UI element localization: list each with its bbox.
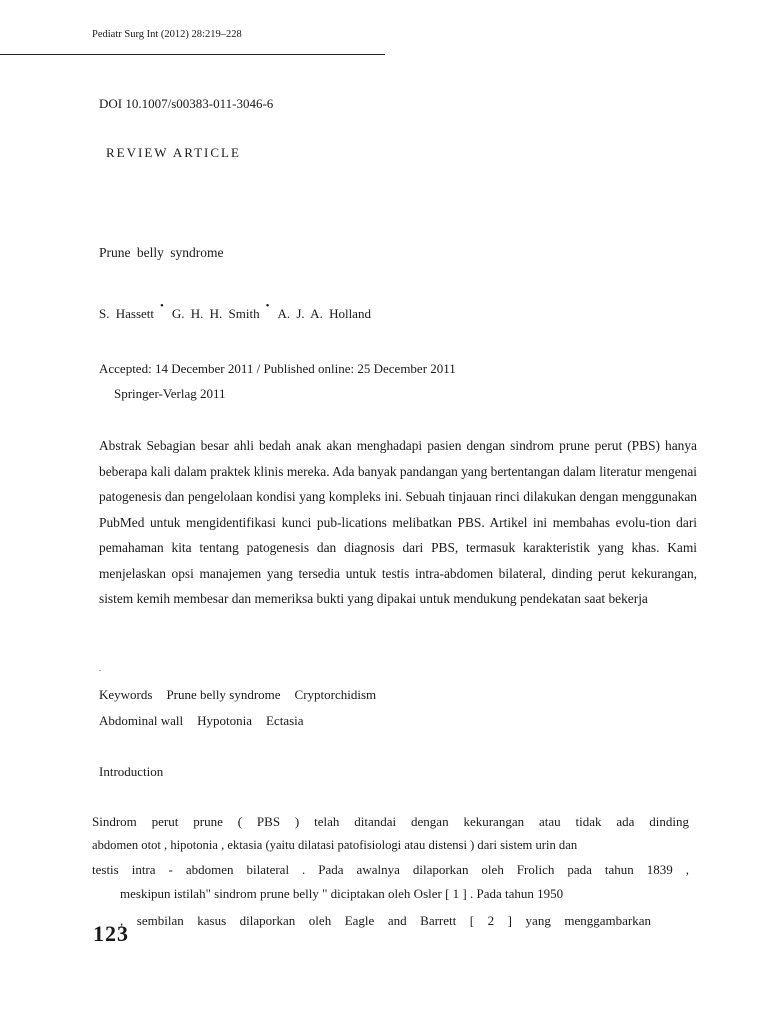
author-name[interactable]: G. H. H. Smith	[171, 306, 260, 321]
intro-text-line: meskipun istilah" sindrom prune belly " diciptakan oleh Osler [ 1 ] . Pada tahun 1950	[120, 886, 564, 901]
page-number: 123	[93, 921, 129, 946]
keywords-label: Keywords	[99, 687, 153, 702]
intro-text-line: Sindrom perut prune ( PBS ) telah ditandai dengan kekurangan atau tidak ada dinding	[92, 814, 689, 829]
publication-dates: Accepted: 14 December 2011 / Published online: 25 December 2011	[99, 361, 456, 376]
stray-mark: .	[99, 664, 101, 673]
article-title: Prune belly syndrome	[99, 245, 224, 260]
header-rule	[0, 54, 385, 55]
author-name[interactable]: A. J. A. Holland	[277, 306, 371, 321]
doi[interactable]: DOI 10.1007/s00383-011-3046-6	[99, 96, 274, 111]
author-separator: •	[265, 300, 270, 312]
intro-text-line: testis intra - abdomen bilateral . Pada awalnya dilaporkan oleh Frolich pada tahun 1839 ,	[92, 862, 689, 877]
keywords-line-2	[99, 713, 304, 729]
keyword[interactable]: Hypotonia	[197, 713, 253, 728]
abstract: Abstrak Sebagian besar ahli bedah anak akan menghadapi pasien dengan sindrom prune perut (PBS) hanya beberapa kali dalam praktek klinis mereka. Ada banyak pandangan yang bertentangan dalam literatur mengenai patogenesis dan pengelolaan kondisi yang kompleks ini. Sebuah tinjauan rinci dilakukan dengan menggunakan PubMed untuk mengidentifikasi kunci pub-lications melibatkan PBS. Artikel ini membahas evolu-tion dari pemahaman kita tentang patogenesis dan diagnosis dari PBS, termasuk karakteristik yang khas. Kami menjelaskan opsi manajemen yang tersedia untuk testis intra-abdomen bilateral, dinding perut kekurangan, sistem kemih membesar dan memeriksa bukti yang dipakai untuk mendukung pendekatan saat bekerja	[99, 438, 697, 606]
section-heading-introduction: Introduction	[99, 764, 164, 779]
section-label: REVIEW ARTICLE	[106, 145, 241, 160]
author-name[interactable]: S. Hassett	[99, 306, 154, 321]
keyword[interactable]: Prune belly syndrome	[166, 687, 281, 702]
intro-text-line: abdomen otot , hipotonia , ektasia (yaitu dilatasi patofisiologi atau distensi ) dari sistem urin dan	[92, 838, 578, 852]
keywords-line-1	[99, 687, 376, 703]
publisher: Springer-Verlag 2011	[114, 386, 226, 401]
author-list	[99, 300, 371, 322]
author-separator: •	[160, 300, 164, 312]
keyword[interactable]: Cryptorchidism	[294, 687, 377, 702]
journal-reference: Pediatr Surg Int (2012) 28:219–228	[92, 29, 242, 40]
keyword[interactable]: Ectasia	[266, 713, 304, 728]
intro-text-line: , sembilan kasus dilaporkan oleh Eagle and Barrett [ 2 ] yang menggambarkan	[120, 913, 651, 928]
keyword[interactable]: Abdominal wall	[99, 713, 184, 728]
